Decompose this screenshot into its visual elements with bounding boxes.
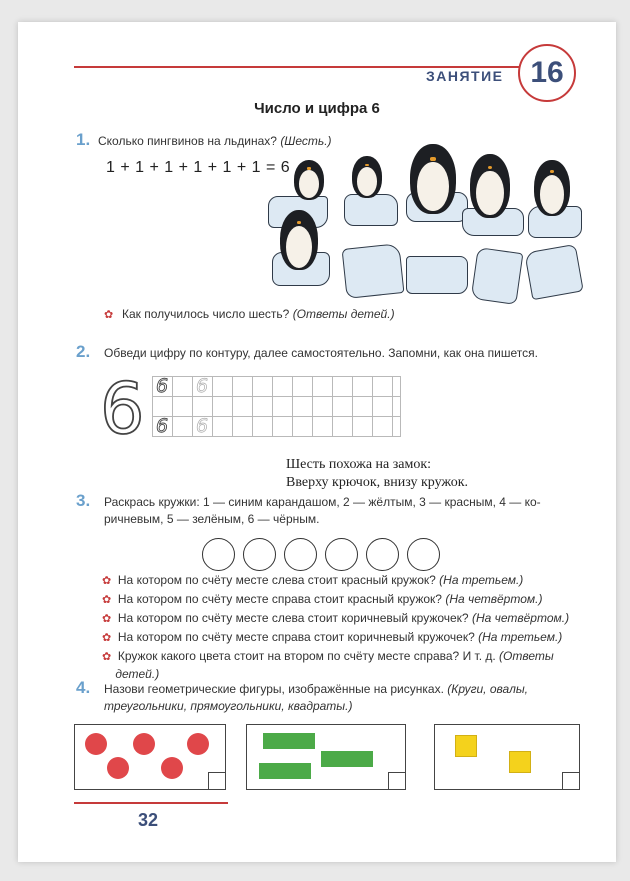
squares-box: [434, 724, 580, 790]
task-1-answer: (Шесть.): [280, 134, 332, 148]
penguin: [294, 160, 324, 200]
penguin: [280, 210, 318, 270]
task-4-answer: (Круги, овалы,: [447, 682, 528, 696]
color-circle-1[interactable]: [202, 538, 235, 571]
question-text: На котором по счёту месте слева стоит коричневый кружочек?: [117, 611, 469, 625]
yellow-square: [455, 735, 477, 757]
task-1-note: [122, 306, 395, 323]
flower-bullet-icon: ✿: [102, 575, 112, 587]
red-circle: [133, 733, 155, 755]
task-1-note-answer: (Ответы детей.): [292, 307, 395, 321]
box-corner-square: [388, 772, 405, 789]
poem: [286, 456, 468, 492]
footer-rule: [74, 802, 228, 804]
task-4-text: [104, 681, 598, 715]
task-4-number: 4.: [76, 678, 91, 697]
empty-ice-floe: [406, 256, 468, 294]
question-answer: (На третьем.): [478, 630, 563, 644]
digit-six-outline: 6: [100, 368, 145, 450]
flower-bullet-icon: ✿: [102, 613, 112, 625]
task-1-note-question: Как получилось число шесть?: [122, 307, 290, 321]
question-answer: (На третьем.): [439, 573, 524, 587]
trace-digit: 6: [156, 415, 169, 437]
question-item: [102, 610, 602, 629]
green-rectangle: [321, 751, 373, 767]
lesson-number: 16: [530, 56, 564, 89]
addition-equation: 1 + 1 + 1 + 1 + 1 + 1 = 6: [106, 159, 291, 176]
color-circle-6[interactable]: [407, 538, 440, 571]
question-text: Кружок какого цвета стоит на втором по счёту месте справа? И т. д.: [117, 649, 496, 663]
box-corner-square: [208, 772, 225, 789]
task-1-question: Сколько пингвинов на льдинах?: [98, 134, 277, 148]
ice-floe: [344, 194, 398, 226]
question-answer: (На четвёртом.): [471, 611, 570, 625]
task-3-number: 3.: [76, 491, 91, 510]
flower-bullet-icon: ✿: [102, 632, 112, 644]
penguin: [534, 160, 570, 216]
question-text: На котором по счёту месте справа стоит красный кружок?: [117, 592, 442, 606]
question-answer-cont: детей.): [115, 667, 160, 681]
question-answer: (Ответы: [499, 649, 554, 663]
question-text: На котором по счёту месте слева стоит красный кружок?: [117, 573, 436, 587]
question-item: [102, 648, 602, 683]
flower-bullet-icon: ✿: [104, 309, 114, 321]
task-4-answer-cont: треугольники, прямоугольники, квадраты.): [104, 699, 353, 713]
green-rectangle: [259, 763, 311, 779]
empty-ice-floe: [342, 243, 405, 299]
yellow-square: [509, 751, 531, 773]
penguins-illustration: [266, 144, 586, 314]
poem-line-2: Вверху крючок, внизу кружок.: [286, 475, 469, 490]
red-circle: [187, 733, 209, 755]
color-circle-4[interactable]: [325, 538, 358, 571]
question-answer: (На четвёртом.): [445, 592, 543, 606]
task-2-text: Обведи цифру по контуру, далее самостоятельно. Запомни, как она пишется.: [104, 346, 538, 360]
workbook-page: [18, 22, 616, 862]
task-3-text: [104, 494, 541, 528]
trace-digit: 6: [156, 375, 169, 397]
green-rectangle: [263, 733, 315, 749]
circles-box: [74, 724, 226, 790]
penguin: [470, 154, 510, 218]
page-number: 32: [138, 810, 159, 830]
box-corner-square: [562, 772, 579, 789]
lesson-label: ЗАНЯТИЕ: [426, 68, 504, 84]
flower-bullet-icon: ✿: [102, 594, 112, 606]
question-item: [102, 629, 602, 648]
empty-ice-floe: [524, 244, 584, 300]
task-3-questions: [102, 572, 602, 683]
writing-grid: [152, 376, 401, 437]
poem-line-1: Шесть похожа на замок:: [286, 457, 432, 472]
color-circle-2[interactable]: [243, 538, 276, 571]
question-text: На котором по счёту месте справа стоит коричневый кружочек?: [117, 630, 475, 644]
task-1-number: 1.: [76, 130, 91, 149]
question-item: [102, 572, 602, 591]
penguin: [410, 144, 456, 214]
rectangles-box: [246, 724, 406, 790]
task-2-number: 2.: [76, 342, 91, 361]
penguin: [352, 156, 382, 198]
task-3-line-1: Раскрась кружки: 1 — синим карандашом, 2 — жёлтым, 3 — красным, 4 — ко-: [104, 495, 541, 509]
task-4-question: Назови геометрические фигуры, изображённые на рисунках.: [104, 682, 444, 696]
question-item: [102, 591, 602, 610]
red-circle: [161, 757, 183, 779]
color-circle-3[interactable]: [284, 538, 317, 571]
red-circle: [107, 757, 129, 779]
page-title: Число и цифра 6: [254, 100, 380, 117]
trace-digit-faint: 6: [196, 375, 209, 397]
trace-digit-faint: 6: [196, 415, 209, 437]
color-circle-5[interactable]: [366, 538, 399, 571]
task-3-line-2: ричневым, 5 — зелёным, 6 — чёрным.: [104, 512, 320, 526]
red-circle: [85, 733, 107, 755]
flower-bullet-icon: ✿: [102, 651, 112, 663]
empty-ice-floe: [471, 247, 524, 305]
